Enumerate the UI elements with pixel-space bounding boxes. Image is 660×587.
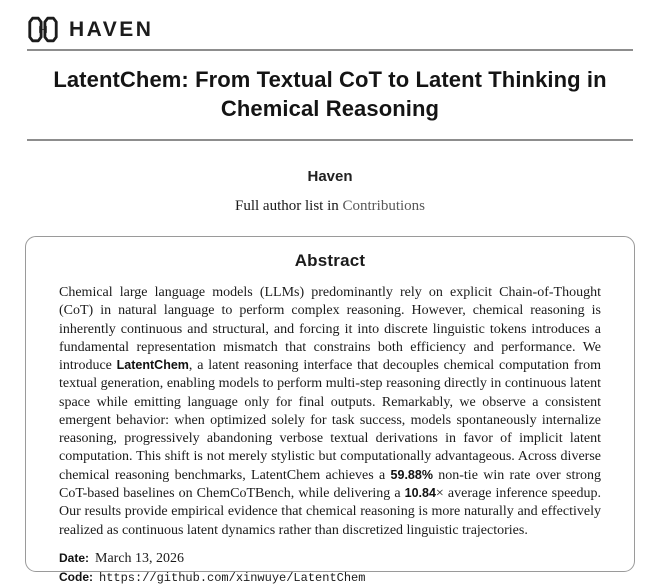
abstract-heading: Abstract [294,251,366,271]
abstract-paragraph [59,284,601,540]
bold-term-speedup: 10.84 [404,485,436,500]
code-link[interactable]: https://github.com/xinwuye/LatentChem [99,570,366,585]
bold-term-winrate: 59.88% [390,467,433,482]
brand-name: HAVEN [69,17,154,41]
abstract-text-part: × average inference speedup. Our results provide empirical evidence that chemical reasoning is more naturally and effectively realized as continuous latent dynamics rather than discretized linguistic trajectories. [59,485,601,538]
date-row [59,549,601,569]
haven-logo-icon [26,15,60,44]
abstract-card [25,236,635,585]
abstract-text-part: Chemical large language models (LLMs) predominantly rely on explicit Chain-of-Thought (CoT) in natural language to perform complex reasoning. However, chemical reasoning is inherently continuous and structural, and forcing it into discrete linguistic tokens introduces a fundamental representation mismatch that constrains both efficiency and performance. We introduce [59,285,601,374]
bold-term-latentchem: LatentChem [116,358,189,373]
author-note [0,198,660,215]
contributions-link[interactable]: Contributions [342,198,426,215]
author-note-text: Full author list in [234,198,343,215]
date-value: March 13, 2026 [95,550,185,566]
header-divider [27,49,633,51]
author-name: Haven [307,168,353,186]
code-row [59,569,601,587]
abstract-text-part: , a latent reasoning interface that decouples chemical computation from textual generation, enabling models to perform multi-step reasoning directly in continuous latent space while emitting language only for final outputs. Remarkably, we observe a consistent emergent behavior: when optimized solely for task success, models spontaneously internalize reasoning, progressively abandoning verbose textual derivations in favor of implicit latent computation. This shift is not merely stylistic but computationally advantageous. Across diverse chemical reasoning benchmarks, LatentChem achieves a [59,358,601,483]
meta-rows [59,549,601,587]
title-divider [27,139,633,141]
paper-title: LatentChem: From Textual CoT to Latent Thinking in Chemical Reasoning [53,67,607,122]
brand-header [0,0,660,46]
abstract-text-part: non-tie win rate over strong CoT-based baselines on ChemCoTBench, while delivering a [59,467,601,501]
date-label: Date: [59,550,90,565]
code-label: Code: [59,569,93,584]
